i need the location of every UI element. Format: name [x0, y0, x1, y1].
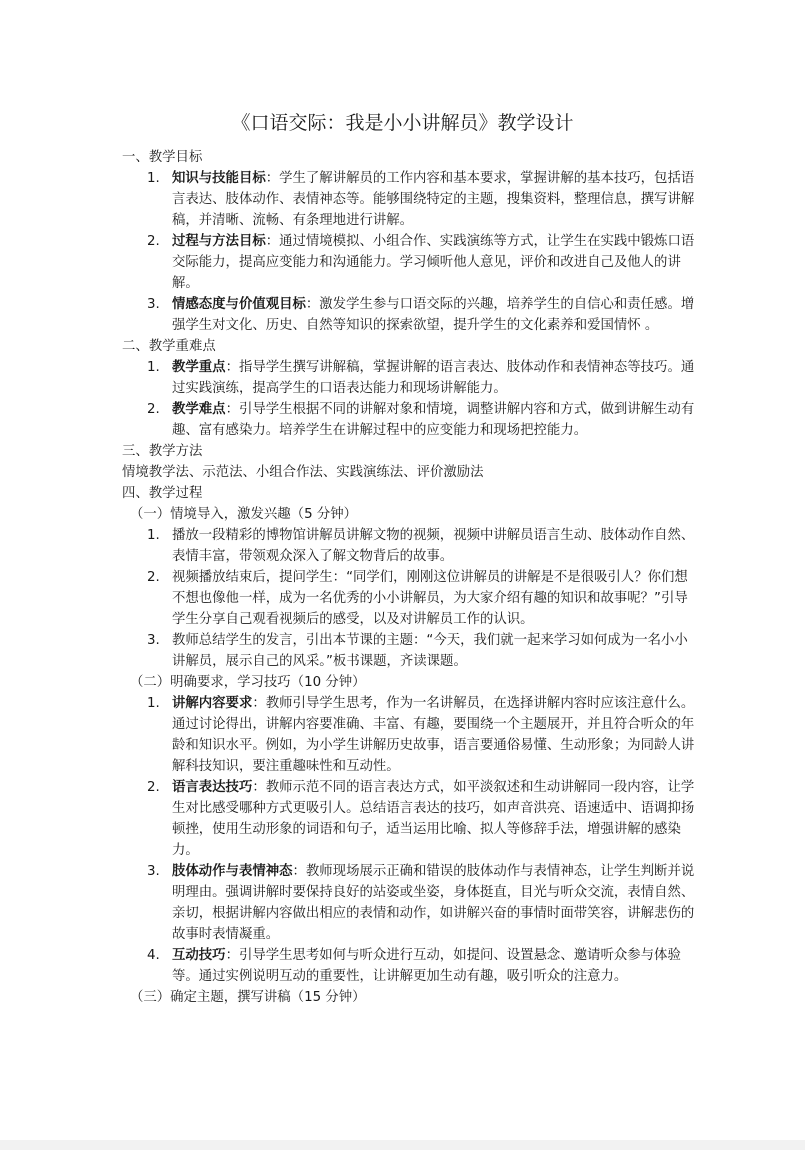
- item-number: 1.: [147, 528, 160, 543]
- item-text: ：指导学生撰写讲解稿，掌握讲解的语言表达、肢体动作和表情神态等技巧。通过实践演练，提高学生的口语表达能力和现场讲解能力。: [172, 360, 695, 396]
- item-label: 互动技巧: [172, 948, 226, 963]
- list-item: [122, 945, 697, 987]
- item-text: ：通过情境模拟、小组合作、实践演练等方式，让学生在实践中锻炼口语交际能力，提高应变能力和沟通能力。学习倾听他人意见，评价和改进自己及他人的讲解。: [172, 234, 695, 291]
- item-text: ：教师引导学生思考，作为一名讲解员，在选择讲解内容时应该注意什么。通过讨论得出，讲解内容要准确、丰富、有趣，要围绕一个主题展开，并且符合听众的年龄和知识水平。例如，为小学生讲解历史故事，语言要通俗易懂、生动形象；为同龄人讲解科技知识，要注重趣味性和互动性。: [172, 696, 695, 774]
- item-number: 2.: [147, 234, 160, 249]
- item-number: 3.: [147, 864, 160, 879]
- methods-text: 情境教学法、示范法、小组合作法、实践演练法、评价激励法: [122, 465, 484, 480]
- document-title: 《口语交际：我是小小讲解员》教学设计: [231, 112, 574, 134]
- section-heading-key-points: 二、教学重难点: [122, 339, 216, 354]
- item-label: 教学难点: [172, 402, 226, 417]
- list-item: [122, 630, 697, 672]
- section-heading-methods: 三、教学方法: [122, 444, 203, 459]
- section-heading-objectives: 一、教学目标: [122, 150, 203, 165]
- subsection-heading-intro: （一）情境导入，激发兴趣（5 分钟）: [130, 507, 358, 522]
- item-label: 教学重点: [172, 360, 226, 375]
- list-item: [122, 693, 697, 777]
- section-heading-process: 四、教学过程: [122, 486, 203, 501]
- intro-steps-list: [122, 525, 697, 672]
- item-number: 3.: [147, 633, 160, 648]
- item-text: ：教师现场展示正确和错误的肢体动作与表情神态，让学生判断并说明理由。强调讲解时要保持良好的站姿或坐姿，身体挺直，目光与听众交流，表情自然、亲切，根据讲解内容做出相应的表情和动作，如讲解兴奋的事情时面带笑容，讲解悲伤的故事时表情凝重。: [172, 864, 695, 942]
- item-number: 4.: [147, 948, 160, 963]
- item-text: ：激发学生参与口语交际的兴趣，培养学生的自信心和责任感。增强学生对文化、历史、自然等知识的探索欲望，提升学生的文化素养和爱国情怀 。: [172, 297, 695, 333]
- item-label: 语言表达技巧: [172, 780, 253, 795]
- subsection-heading-draft: （三）确定主题，撰写讲稿（15 分钟）: [130, 990, 366, 1005]
- item-label: 肢体动作与表情神态: [172, 864, 293, 879]
- item-text: 播放一段精彩的博物馆讲解员讲解文物的视频，视频中讲解员语言生动、肢体动作自然、表情丰富，带领观众深入了解文物背后的故事。: [172, 528, 695, 564]
- list-item: [122, 231, 697, 294]
- key-points-list: [122, 357, 697, 441]
- objectives-list: [122, 168, 697, 336]
- item-number: 1.: [147, 171, 160, 186]
- item-text: ：引导学生根据不同的讲解对象和情境，调整讲解内容和方式，做到讲解生动有趣、富有感染力。培养学生在讲解过程中的应变能力和现场把控能力。: [172, 402, 695, 438]
- item-text: ：学生了解讲解员的工作内容和基本要求，掌握讲解的基本技巧，包括语言表达、肢体动作、表情神态等。能够围绕特定的主题，搜集资料，整理信息，撰写讲解稿，并清晰、流畅、有条理地进行讲解。: [172, 171, 695, 228]
- item-label: 知识与技能目标: [172, 171, 266, 186]
- list-item: [122, 357, 697, 399]
- list-item: [122, 567, 697, 630]
- item-label: 情感态度与价值观目标: [172, 297, 306, 312]
- list-item: [122, 399, 697, 441]
- item-label: 讲解内容要求: [172, 696, 253, 711]
- item-number: 2.: [147, 780, 160, 795]
- item-number: 1.: [147, 360, 160, 375]
- item-label: 过程与方法目标: [172, 234, 266, 249]
- list-item: [122, 777, 697, 861]
- document-body: [122, 147, 697, 1008]
- skills-list: [122, 693, 697, 987]
- list-item: [122, 861, 697, 945]
- list-item: [122, 525, 697, 567]
- item-number: 1.: [147, 696, 160, 711]
- list-item: [122, 294, 697, 336]
- list-item: [122, 168, 697, 231]
- item-number: 3.: [147, 297, 160, 312]
- item-text: 教师总结学生的发言，引出本节课的主题：“今天，我们就一起来学习如何成为一名小小讲解员，展示自己的风采。”板书课题，齐读课题。: [172, 633, 688, 669]
- item-number: 2.: [147, 570, 160, 585]
- subsection-heading-skills: （二）明确要求，学习技巧（10 分钟）: [130, 675, 366, 690]
- item-number: 2.: [147, 402, 160, 417]
- item-text: ：引导学生思考如何与听众进行互动，如提问、设置悬念、邀请听众参与体验等。通过实例说明互动的重要性，让讲解更加生动有趣，吸引听众的注意力。: [172, 948, 681, 984]
- item-text: 视频播放结束后，提问学生：“同学们，刚刚这位讲解员的讲解是不是很吸引人？你们想不想也像他一样，成为一名优秀的小小讲解员，为大家介绍有趣的知识和故事呢？”引导学生分享自己观看视频后的感受，以及对讲解员工作的认识。: [172, 570, 688, 627]
- item-text: ：教师示范不同的语言表达方式，如平淡叙述和生动讲解同一段内容，让学生对比感受哪种方式更吸引人。总结语言表达的技巧，如声音洪亮、语速适中、语调抑扬顿挫，使用生动形象的词语和句子，适当运用比喻、拟人等修辞手法，增强讲解的感染力。: [172, 780, 695, 858]
